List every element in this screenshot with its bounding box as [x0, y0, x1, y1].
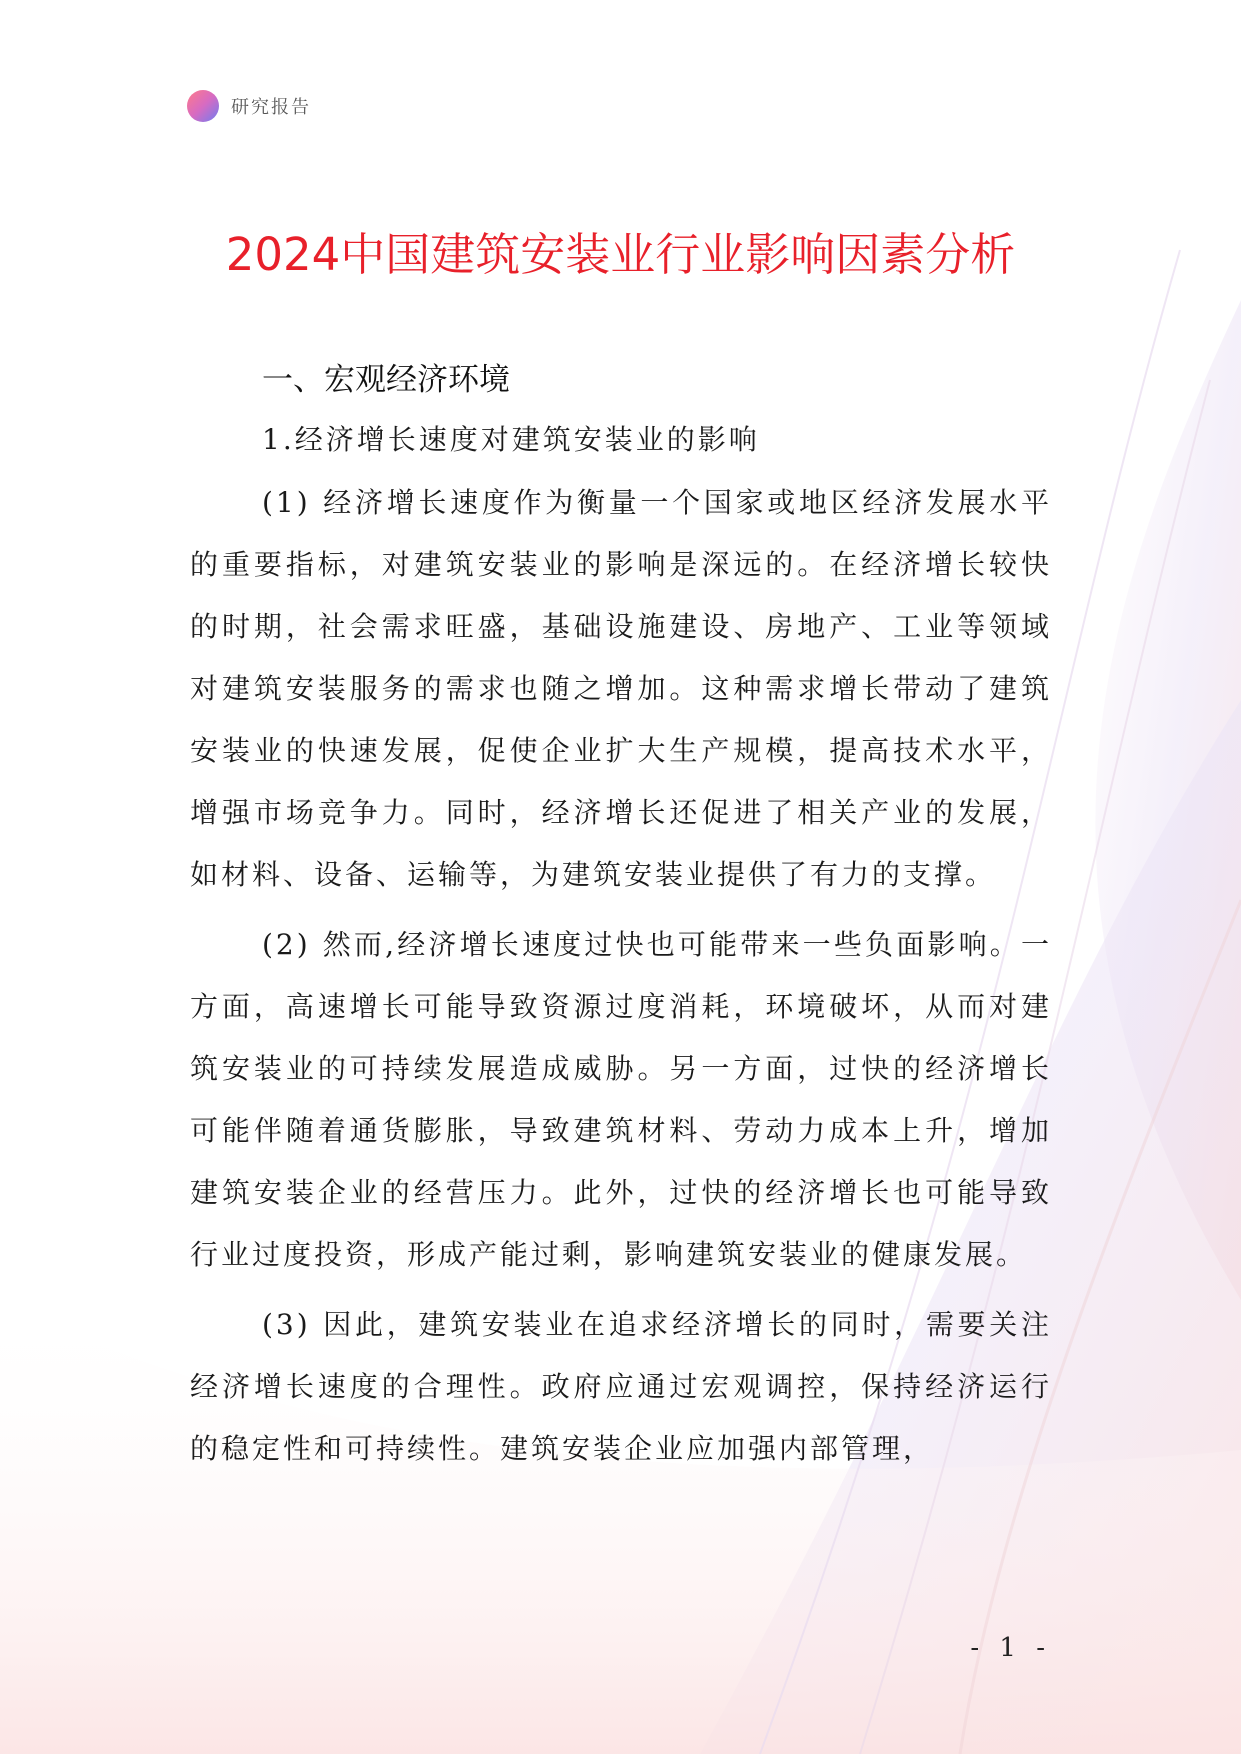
logo-icon — [187, 90, 219, 122]
document-title: 2024中国建筑安装业行业影响因素分析 — [225, 228, 1016, 281]
page-number: - 1 - — [970, 1633, 1051, 1663]
subsection-heading: 1.经济增长速度对建筑安装业的影响 — [262, 423, 760, 456]
document-body — [190, 356, 1052, 1480]
header-label: 研究报告 — [231, 97, 311, 118]
section-heading: 一、宏观经济环境 — [262, 362, 510, 398]
paragraph: (2) 然而,经济增长速度过快也可能带来一些负面影响。一方面，高速增长可能导致资源过度消耗，环境破坏，从而对建筑安装业的可持续发展造成威胁。另一方面，过快的经济增长可能伴随着通货膨胀，导致建筑材料、劳动力成本上升，增加建筑安装企业的经营压力。此外，过快的经济增长也可能导致行业过度投资，形成产能过剩，影响建筑安装业的健康发展。 — [190, 928, 1052, 1271]
report-header — [187, 90, 311, 122]
paragraph: (3) 因此，建筑安装业在追求经济增长的同时，需要关注经济增长速度的合理性。政府应通过宏观调控，保持经济运行的稳定性和可持续性。建筑安装企业应加强内部管理， — [190, 1308, 1052, 1465]
paragraph: (1) 经济增长速度作为衡量一个国家或地区经济发展水平的重要指标，对建筑安装业的影响是深远的。在经济增长较快的时期，社会需求旺盛，基础设施建设、房地产、工业等领域对建筑安装服务的需求也随之增加。这种需求增长带动了建筑安装业的快速发展，促使企业扩大生产规模，提高技术水平，增强市场竞争力。同时，经济增长还促进了相关产业的发展，如材料、设备、运输等，为建筑安装业提供了有力的支撑。 — [190, 486, 1052, 891]
